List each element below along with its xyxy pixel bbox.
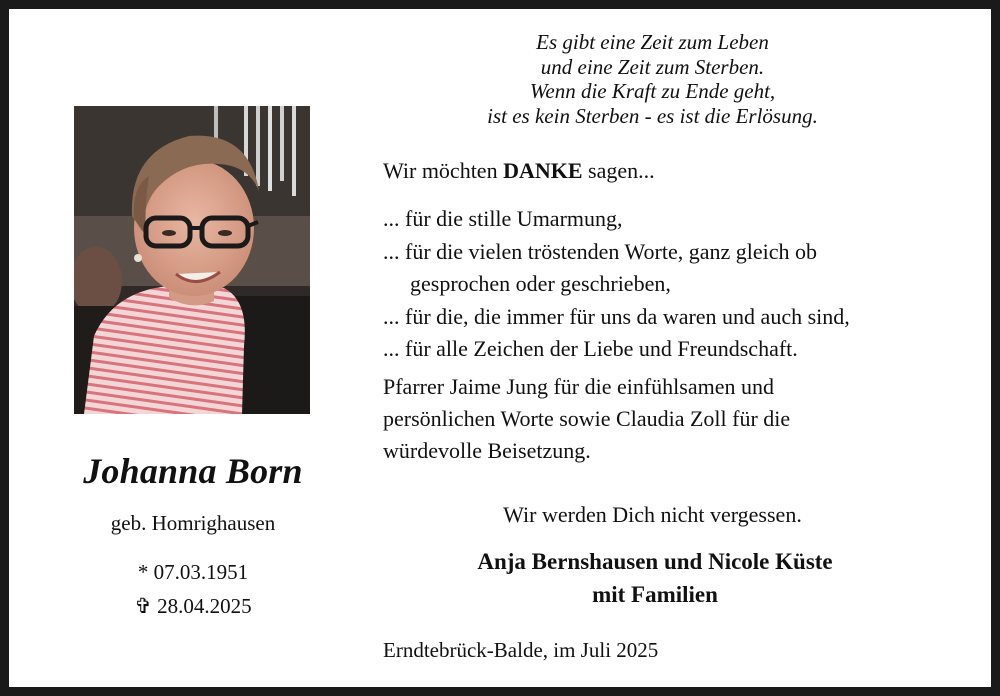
- left-column: [0, 0, 375, 696]
- portrait-photo: [74, 106, 310, 414]
- thanks-list: [383, 203, 963, 366]
- thanks-item: ... für alle Zeichen der Liebe und Freundschaft.: [383, 336, 798, 361]
- family-signature: [380, 545, 930, 611]
- pastor-thanks: [383, 371, 963, 467]
- family-line: mit Familien: [592, 582, 718, 607]
- death-date: 28.04.2025: [157, 594, 252, 618]
- family-line: Anja Bernshausen und Nicole Küste: [477, 549, 833, 574]
- maiden-name: geb. Homrighausen: [110, 511, 276, 535]
- place-and-date: Erndtebrück-Balde, im Juli 2025: [383, 638, 659, 662]
- quote-line: ist es kein Sterben - es ist die Erlösung.: [487, 103, 818, 128]
- thanks-intro-bold: DANKE: [503, 158, 583, 183]
- pastor-line: würdevolle Beisetzung.: [383, 438, 591, 463]
- birth-date: * 07.03.1951: [137, 560, 249, 584]
- thanks-item: ... für die stille Umarmung,: [383, 206, 623, 231]
- death-line: [0, 594, 386, 619]
- thanks-item: ... für die, die immer für uns da waren und auch sind,: [383, 303, 850, 329]
- quote-line: und eine Zeit zum Sterben.: [540, 54, 765, 79]
- deceased-name: Johanna Born: [83, 451, 303, 491]
- never-forget-line: Wir werden Dich nicht vergessen.: [503, 502, 802, 527]
- thanks-intro: [383, 158, 655, 184]
- thanks-item: ... für die vielen tröstenden Worte, ganz gleich ob: [383, 238, 818, 264]
- pastor-line: persönlichen Worte sowie Claudia Zoll für die: [383, 406, 791, 431]
- memorial-quote: [380, 30, 925, 128]
- thanks-item-continuation: gesprochen oder geschrieben,: [410, 271, 671, 296]
- quote-line: Es gibt eine Zeit zum Leben: [536, 30, 769, 54]
- pastor-line: Pfarrer Jaime Jung für die einfühlsamen und: [383, 374, 774, 399]
- cross-icon: ✞: [134, 594, 152, 618]
- quote-line: Wenn die Kraft zu Ende geht,: [529, 79, 776, 103]
- thanks-intro-start: Wir möchten: [383, 158, 504, 183]
- thanks-intro-end: sagen...: [582, 158, 655, 183]
